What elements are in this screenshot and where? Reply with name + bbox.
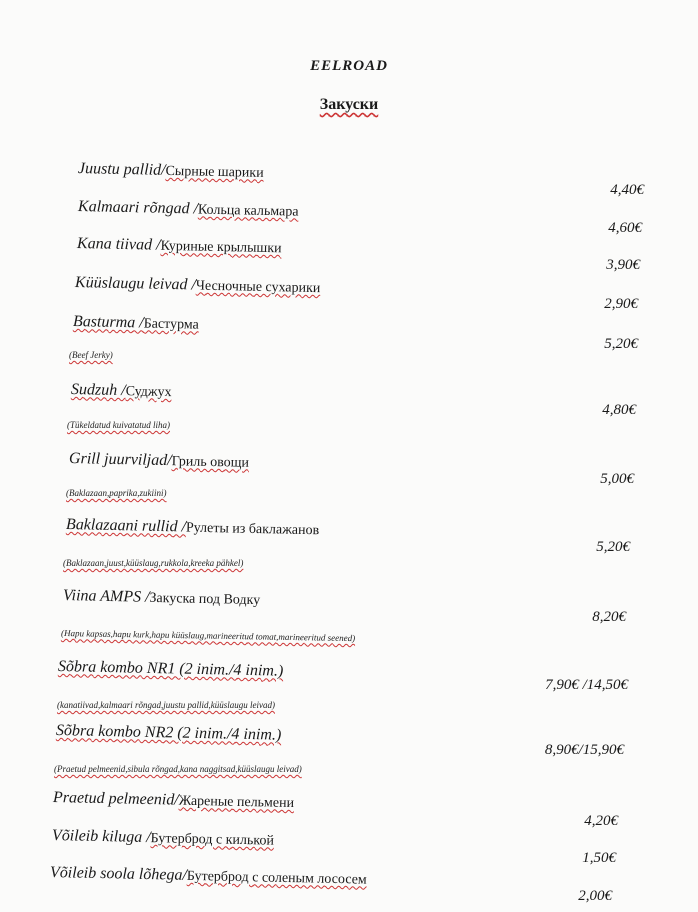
item-price: 2,90€ xyxy=(604,296,638,312)
item-price: 5,20€ xyxy=(604,336,638,352)
item-name-et: Sõbra kombo NR2 (2 inim./4 inim.) xyxy=(55,722,282,744)
item-name-et: Baklazaani rullid / xyxy=(65,516,187,536)
item-name-ru: Кольца кальмара xyxy=(197,202,299,220)
item-name-et: Küüslaugu leivad / xyxy=(74,274,197,294)
item-description: (Tükeldatud kuivatatud liha) xyxy=(67,420,170,430)
item-price: 8,90€/15,90€ xyxy=(544,742,624,758)
item-price: 4,60€ xyxy=(608,220,642,236)
item-name xyxy=(52,827,274,850)
item-price: 8,20€ xyxy=(592,609,626,625)
item-name-et: Sudzuh / xyxy=(70,381,126,400)
item-name-ru: Рулеты из баклажанов xyxy=(185,520,320,539)
item-name-ru: Закуска под Водку xyxy=(149,590,261,609)
item-name xyxy=(78,198,299,221)
item-price: 3,90€ xyxy=(606,257,640,273)
item-name-ru: Бутерброд с соленым лососем xyxy=(186,868,367,888)
item-name-ru: Куриные крылышки xyxy=(160,238,282,257)
item-name xyxy=(53,789,294,812)
item-description: (Beef Jerky) xyxy=(69,350,113,360)
item-name xyxy=(77,235,282,257)
item-name xyxy=(69,450,249,472)
item-name-et: Kana tiivad / xyxy=(76,235,161,254)
item-price: 5,00€ xyxy=(600,471,634,487)
item-name-et: Kalmaari rõngad / xyxy=(77,198,199,218)
item-price: 2,00€ xyxy=(578,888,612,904)
item-name-ru: Сырные шарики xyxy=(165,163,264,181)
item-name-et: Grill juurviljad/ xyxy=(68,450,172,470)
item-price: 4,40€ xyxy=(610,182,644,198)
item-name xyxy=(63,587,261,609)
item-name-et: Võileib kiluga / xyxy=(51,827,151,847)
item-name-ru: Гриль овощи xyxy=(171,454,250,471)
item-description: (Baklazaan,paprika,zukiini) xyxy=(66,488,167,498)
item-name xyxy=(73,313,199,334)
item-name xyxy=(58,658,284,681)
item-price: 4,20€ xyxy=(584,813,618,829)
item-description: (kanatiivad,kalmaari rõngad,juustu pallid,küüslaugu leivad) xyxy=(57,700,275,710)
item-name xyxy=(75,274,321,297)
item-name xyxy=(66,516,320,539)
item-name-ru: Бутерброд с килькой xyxy=(150,831,275,849)
item-name-ru: Бастурма xyxy=(143,316,199,333)
item-name-et: Praetud pelmeenid/ xyxy=(52,789,179,809)
item-price: 5,20€ xyxy=(596,539,630,555)
item-description: (Baklazaan,juust,küüslaug,rukkola,kreeka pähkel) xyxy=(63,558,244,568)
item-price: 4,80€ xyxy=(602,402,636,418)
item-name xyxy=(50,864,367,889)
section-title-text: Закуски xyxy=(319,96,379,113)
item-name-et: Sõbra kombo NR1 (2 inim./4 inim.) xyxy=(57,658,284,680)
item-name-ru: Суджух xyxy=(125,384,172,401)
section-title xyxy=(0,96,698,114)
item-price: 7,90€ /14,50€ xyxy=(545,677,628,693)
item-price: 1,50€ xyxy=(582,850,616,866)
item-description: (Hapu kapsas,hapu kurk,hapu küüslaug,marineeritud tomat,marineeritud seened) xyxy=(60,628,356,644)
item-name xyxy=(56,722,282,745)
item-name-et: Võileib soola lõhega/ xyxy=(49,864,188,884)
item-name-et: Viina AMPS / xyxy=(62,587,150,606)
item-description: (Praetud pelmeenid,sibula rõngad,kana naggitsad,küüslaugu leivad) xyxy=(54,764,302,774)
restaurant-name: EELROAD xyxy=(310,58,388,74)
item-name-et: Basturma / xyxy=(72,313,144,332)
item-name-et: Juustu pallid/ xyxy=(77,160,166,179)
item-name xyxy=(71,381,172,401)
item-name xyxy=(78,160,264,182)
item-name-ru: Чесночные сухарики xyxy=(195,278,321,297)
item-name-ru: Жареные пельмени xyxy=(178,793,295,812)
